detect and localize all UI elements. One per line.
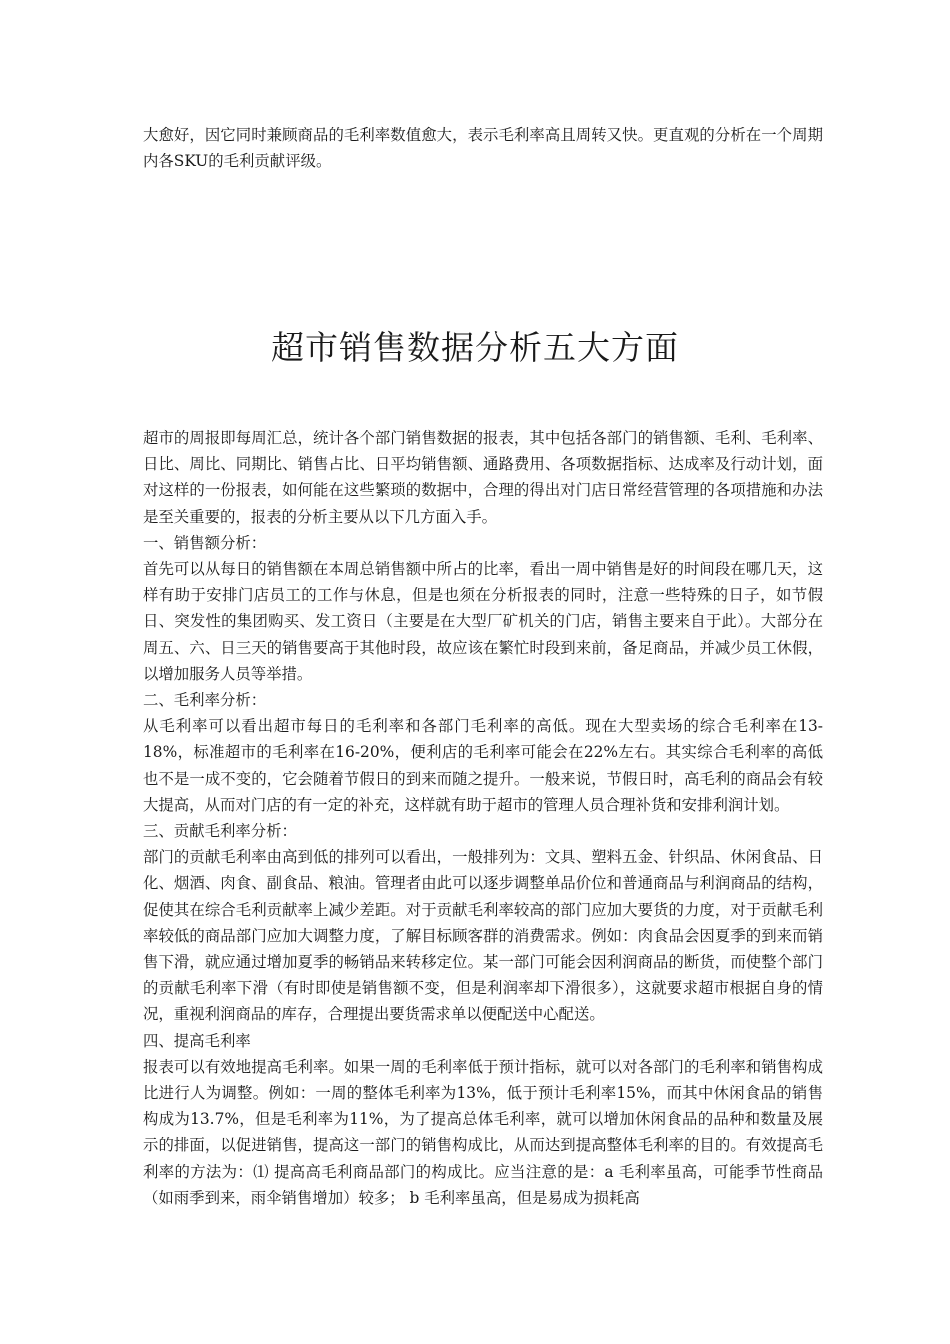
section-heading-contribution-margin: 三、贡献毛利率分析：: [143, 822, 297, 841]
leading-paragraph-fragment: 大愈好，因它同时兼顾商品的毛利率数值愈大，表示毛利率高且周转又快。更直观的分析在一个周期内各SKU的毛利贡献评级。: [143, 126, 823, 171]
document-title: 超市销售数据分析五大方面: [271, 328, 679, 367]
section-heading-gross-margin: 二、毛利率分析：: [143, 691, 267, 710]
section-heading-improve-margin: 四、提高毛利率: [143, 1031, 251, 1050]
intro-paragraph: 超市的周报即每周汇总，统计各个部门销售数据的报表，其中包括各部门的销售额、毛利、毛利率、日比、周比、同期比、销售占比、日平均销售额、通路费用、各项数据指标、达成率及行动计划，面对这样的一份报表，如何能在这些繁琐的数据中，合理的得出对门店日常经营管理的各项措施和办法是至关重要的，报表的分析主要从以下几方面入手。: [143, 429, 823, 526]
document-body: [143, 425, 823, 1211]
section-body-contribution-margin: 部门的贡献毛利率由高到低的排列可以看出，一般排列为：文具、塑料五金、针织品、休闲食品、日化、烟酒、肉食、副食品、粮油。管理者由此可以逐步调整单品价位和普通商品与利润商品的结构，促使其在综合毛利贡献率上减少差距。对于贡献毛利率较高的部门应加大要货的力度，对于贡献毛利率较低的商品部门应加大调整力度，了解目标顾客群的消费需求。例如：肉食品会因夏季的到来而销售下滑，就应通过增加夏季的畅销品来转移定位。某一部门可能会因利润商品的断货，而使整个部门的贡献毛利率下滑（有时即使是销售额不变，但是利润率却下滑很多），这就要求超市根据自身的情况，重视利润商品的库存，合理提出要货需求单以便配送中心配送。: [143, 848, 823, 1024]
section-body-improve-margin: 报表可以有效地提高毛利率。如果一周的毛利率低于预计指标，就可以对各部门的毛利率和销售构成比进行人为调整。例如：一周的整体毛利率为13%，低于预计毛利率15%，而其中休闲食品的销售构成为13.7%，但是毛利率为11%，为了提高总体毛利率，就可以增加休闲食品的品种和数量及展示的排面，以促进销售，提高这一部门的销售构成比，从而达到提高整体毛利率的目的。有效提高毛利率的方法为：⑴ 提高高毛利商品部门的构成比。应当注意的是：a 毛利率虽高，可能季节性商品（如雨季到来，雨伞销售增加）较多； b 毛利率虽高，但是易成为损耗高: [143, 1057, 823, 1207]
section-heading-sales: 一、销售额分析：: [143, 533, 267, 552]
section-body-gross-margin: 从毛利率可以看出超市每日的毛利率和各部门毛利率的高低。现在大型卖场的综合毛利率在13-18%，标准超市的毛利率在16-20%，便利店的毛利率可能会在22%左右。其实综合毛利率的高低也不是一成不变的，它会随着节假日的到来而随之提升。一般来说，节假日时，高毛利的商品会有较大提高，从而对门店的有一定的补充，这样就有助于超市的管理人员合理补货和安排利润计划。: [143, 717, 823, 814]
section-body-sales: 首先可以从每日的销售额在本周总销售额中所占的比率，看出一周中销售是好的时间段在哪几天，这样有助于安排门店员工的工作与休息，但是也须在分析报表的同时，注意一些特殊的日子，如节假日、突发性的集团购买、发工资日（主要是在大型厂矿机关的门店，销售主要来自于此）。大部分在周五、六、日三天的销售要高于其他时段，故应该在繁忙时段到来前，备足商品，并减少员工休假，以增加服务人员等举措。: [143, 560, 823, 683]
